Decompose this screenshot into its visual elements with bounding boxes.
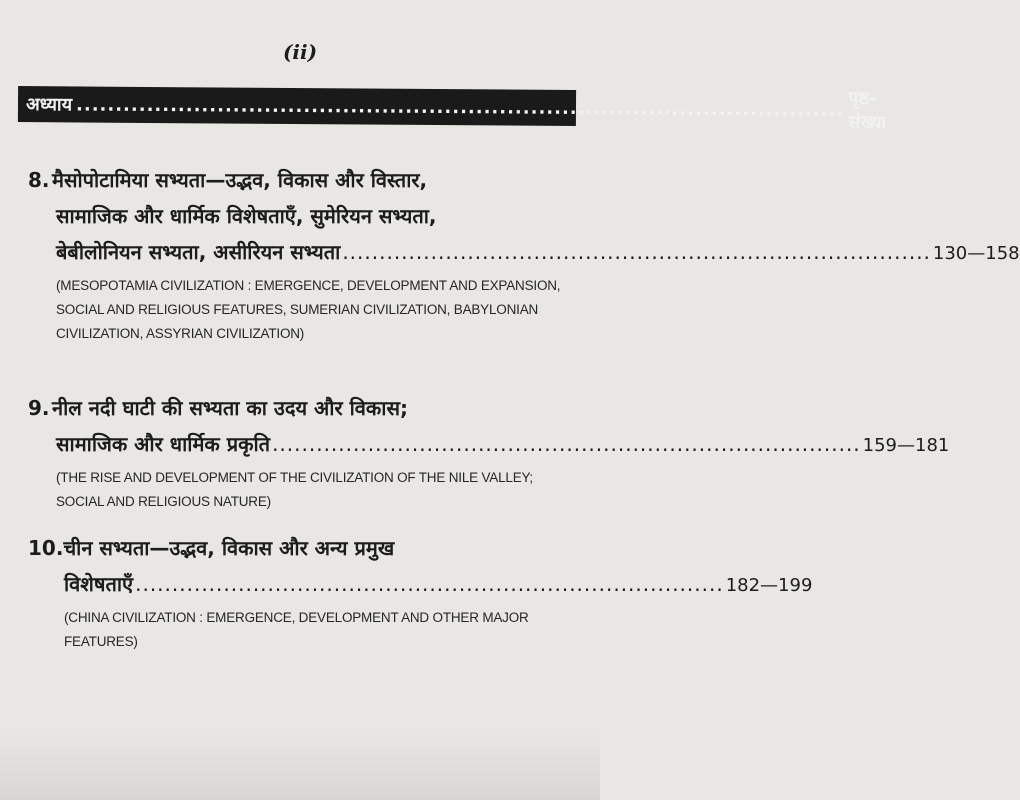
page-bottom-shade bbox=[0, 730, 600, 800]
entry-title-line: सामाजिक और धार्मिक प्रकृति bbox=[56, 432, 271, 456]
entry-title-line: चीन सभ्यता—उद्भव, विकास और अन्य प्रमुख bbox=[63, 536, 395, 560]
toc-entry-10 bbox=[28, 530, 813, 654]
entry-title-line: विशेषताएँ bbox=[64, 572, 134, 596]
header-page-label: पृष्ठ-संख्या bbox=[848, 87, 886, 134]
entry-line-with-pages bbox=[28, 426, 950, 464]
entry-title-line: सामाजिक और धार्मिक विशेषताएँ, सुमेरियन सभ्यता, bbox=[56, 204, 437, 228]
entry-title-line: मैसोपोटामिया सभ्यता—उद्भव, विकास और विस्तार, bbox=[52, 168, 428, 192]
entry-english-subtitle: (MESOPOTAMIA CIVILIZATION : EMERGENCE, DEVELOPMENT AND EXPANSION, SOCIAL AND RELIGIOUS FEATURES, SUMERIAN CIVILIZATION, BABYLONIAN CIVILIZATION, ASSYRIAN CIVILIZATION) bbox=[56, 278, 561, 341]
leader-dots: ................................................................................ bbox=[135, 572, 724, 596]
toc-entry-8 bbox=[28, 162, 1020, 346]
entry-line-with-pages bbox=[28, 566, 813, 604]
contents-header-bar bbox=[18, 86, 886, 134]
entry-english-subtitle: (THE RISE AND DEVELOPMENT OF THE CIVILIZATION OF THE NILE VALLEY; SOCIAL AND RELIGIOUS NATURE) bbox=[56, 470, 533, 509]
entry-number: 8. bbox=[28, 168, 50, 192]
entry-english-subtitle: (CHINA CIVILIZATION : EMERGENCE, DEVELOPMENT AND OTHER MAJOR FEATURES) bbox=[64, 610, 529, 649]
entry-title-line: नील नदी घाटी की सभ्यता का उदय और विकास; bbox=[52, 396, 408, 420]
header-leader-dots: .................................................................................................. bbox=[75, 93, 845, 121]
page-number: (ii) bbox=[282, 40, 318, 64]
entry-number: 10. bbox=[28, 536, 64, 560]
header-chapter-label: अध्याय bbox=[25, 94, 73, 116]
toc-entry-9 bbox=[28, 390, 950, 514]
entry-line bbox=[28, 530, 576, 566]
entry-page-range: 159—181 bbox=[862, 435, 950, 456]
entry-title-line: बेबीलोनियन सभ्यता, असीरियन सभ्यता bbox=[56, 240, 341, 264]
leader-dots: ................................................................................ bbox=[342, 240, 931, 264]
entry-line-with-pages bbox=[28, 234, 1020, 272]
entry-line bbox=[28, 390, 576, 426]
entry-page-range: 182—199 bbox=[725, 575, 813, 596]
entry-line bbox=[28, 198, 576, 234]
entry-page-range: 130—158 bbox=[932, 243, 1020, 264]
entry-number: 9. bbox=[28, 396, 50, 420]
entry-line bbox=[28, 162, 576, 198]
leader-dots: ................................................................................ bbox=[272, 432, 861, 456]
